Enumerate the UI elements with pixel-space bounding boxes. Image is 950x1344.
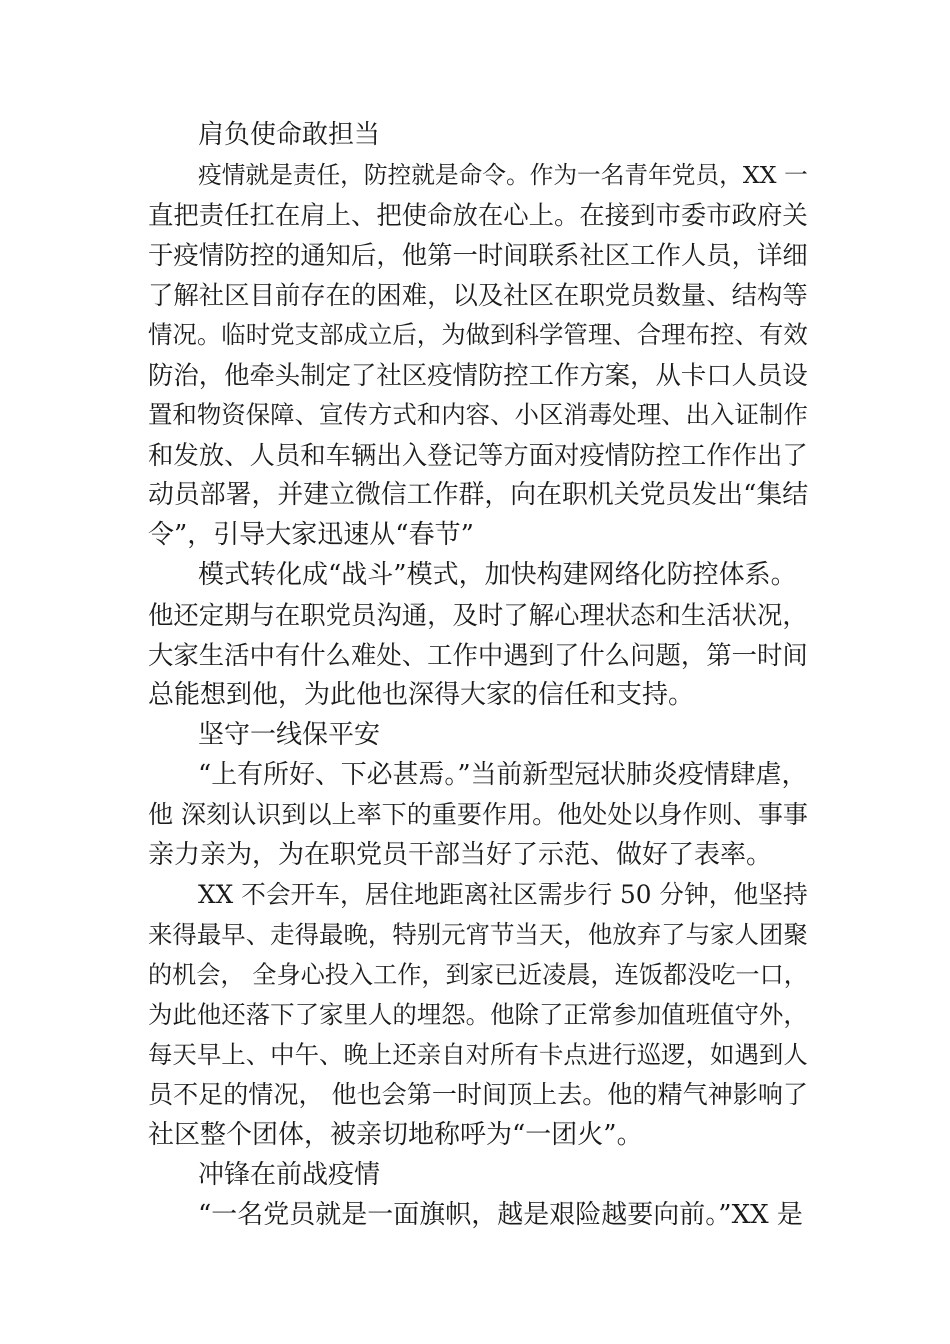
paragraph-line: 防治，他牵头制定了社区疫情防控工作方案，从卡口人员设 [148, 360, 808, 390]
paragraph-line: 的机会， 全身心投入工作，到家已近凌晨，连饭都没吃一口， [148, 961, 808, 989]
paragraph-line: 来得最早、走得最晚，特别元宵节当天，他放弃了与家人团聚 [148, 920, 808, 949]
paragraph-line: 为此他还落下了家里人的埋怨。他除了正常参加值班值守外， [148, 1000, 808, 1029]
paragraph-line: 了解社区目前存在的困难，以及社区在职党员数量、结构等 [148, 280, 808, 310]
paragraph-line: “一名党员就是一面旗帜，越是艰险越要向前。”XX 是 [198, 1200, 803, 1230]
paragraph-line: 他 深刻认识到以上率下的重要作用。他处处以身作则、事事 [148, 800, 809, 829]
paragraph-line: 情况。临时党支部成立后，为做到科学管理、合理布控、有效 [148, 320, 808, 349]
section-heading: 坚守一线保平安 [198, 720, 381, 750]
paragraph-line: 亲力亲为，为在职党员干部当好了示范、做好了表率。 [148, 840, 773, 870]
paragraph-line: 员不足的情况， 他也会第一时间顶上去。他的精气神影响了 [148, 1080, 809, 1109]
paragraph-line: 总能想到他，为此他也深得大家的信任和支持。 [148, 680, 695, 710]
paragraph-line: 和发放、人员和车辆出入登记等方面对疫情防控工作作出了 [148, 440, 808, 470]
section-heading: 肩负使命敢担当 [198, 120, 381, 150]
paragraph-line: 令”，引导大家迅速从“春节” [148, 520, 474, 550]
paragraph-line: 大家生活中有什么难处、工作中遇到了什么问题，第一时间 [148, 640, 808, 670]
paragraph-line: 他还定期与在职党员沟通，及时了解心理状态和生活状况， [148, 600, 808, 630]
paragraph-line: 疫情就是责任，防控就是命令。作为一名青年党员，XX 一 [198, 161, 808, 189]
paragraph-line: 直把责任扛在肩上、把使命放在心上。在接到市委市政府关 [148, 200, 808, 230]
paragraph-line: 模式转化成“战斗”模式，加快构建网络化防控体系。 [198, 560, 797, 590]
section-heading: 冲锋在前战疫情 [198, 1160, 381, 1190]
paragraph-line: 于疫情防控的通知后，他第一时间联系社区工作人员，详细 [148, 240, 808, 270]
paragraph-line: XX 不会开车，居住地距离社区需步行 50 分钟，他坚持 [198, 880, 808, 909]
paragraph-line: 每天早上、中午、晚上还亲自对所有卡点进行巡逻，如遇到人 [148, 1040, 808, 1069]
paragraph-line: 置和物资保障、宣传方式和内容、小区消毒处理、出入证制作 [148, 400, 808, 429]
paragraph-line: “上有所好、下必甚焉。”当前新型冠状肺炎疫情肆虐， [198, 760, 808, 790]
paragraph-line: 动员部署，并建立微信工作群，向在职机关党员发出“集结 [148, 480, 809, 510]
paragraph-line: 社区整个团体，被亲切地称呼为“一团火”。 [148, 1120, 643, 1150]
